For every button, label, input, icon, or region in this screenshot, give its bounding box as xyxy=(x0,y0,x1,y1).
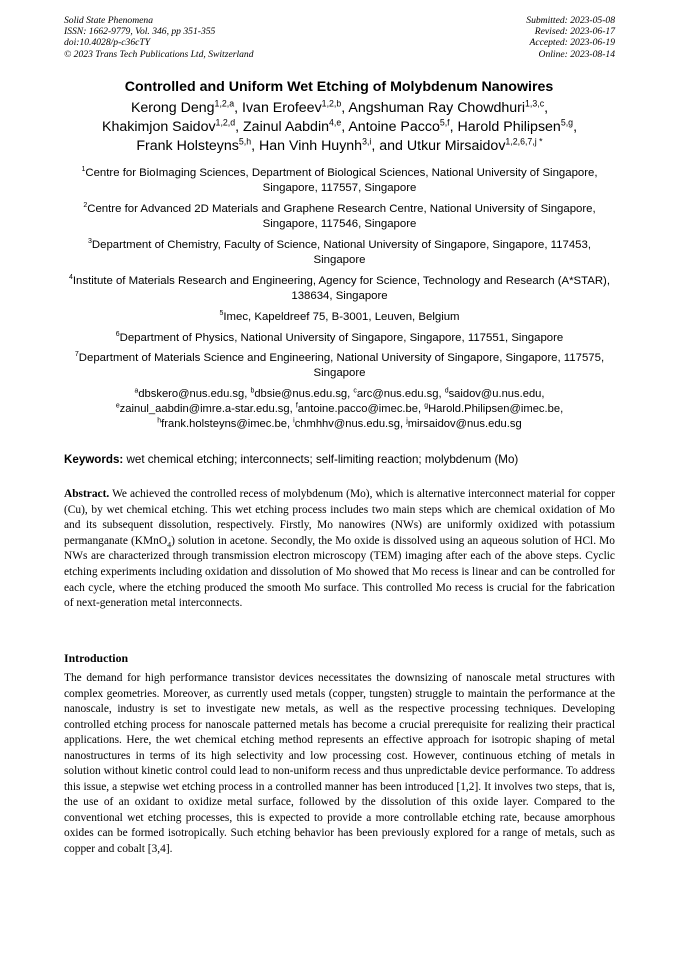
abstract-text-cont: ) solution in acetone. Secondly, the Mo oxide is dissolved using an aqueous solution of HCl. Mo NWs are characterized through transmission electron microscopy (TEM) imaging after each of the above steps. Cyclic etching experiments including oxidation and dissolution of Mo showed that Mo recess is linear and can be controlled for each cycle, where the etching produced the smooth Mo surface. This controlled Mo recess is crucial for the fabrication of next-generation metal interconnects. xyxy=(64,534,616,610)
email-entry: $^c$arc@nus.edu.sg, xyxy=(353,387,445,400)
author: Zainul Aabdin$^{4,e}$, xyxy=(243,117,349,136)
author: Harold Philipsen$^{5,g}$, xyxy=(457,117,578,136)
email-entry: $^d$saidov@u.nus.edu, xyxy=(444,387,545,400)
accepted-date: Accepted: 2023-06-19 xyxy=(529,37,615,49)
author: Frank Holsteyns$^{5,h}$, xyxy=(136,136,260,155)
author: Antoine Pacco$^{5,f}$, xyxy=(348,117,458,136)
author: Ivan Erofeev$^{1,2,b}$, xyxy=(242,98,349,116)
author-list xyxy=(64,99,615,157)
author: Kerong Deng$^{1,2,a}$, xyxy=(130,98,243,116)
online-date: Online: 2023-08-14 xyxy=(538,48,615,60)
keywords xyxy=(64,453,615,466)
author: Utkur Mirsaidov$^{1,2,6,7,j *}$ xyxy=(406,136,543,155)
affiliation: $^7$Department of Materials Science and Engineering, National University of Singapore, Singapore, 117575, Singapore xyxy=(74,351,605,379)
journal-name: Solid State Phenomena xyxy=(64,15,153,26)
email-entry: $^a$dbskero@nus.edu.sg, xyxy=(134,387,251,400)
email-entry: $^f$antoine.pacco@imec.be, xyxy=(295,402,425,415)
affiliation: $^3$Department of Chemistry, Faculty of Science, National University of Singapore, Singapore, 117453, Singapore xyxy=(87,238,592,266)
paper-title: Controlled and Uniform Wet Etching of Molybdenum Nanowires xyxy=(124,79,554,95)
email-entry: $^g$Harold.Philipsen@imec.be, xyxy=(424,402,564,415)
email-list xyxy=(64,387,615,431)
dates-header xyxy=(526,15,615,60)
keywords-label: Keywords: xyxy=(64,453,124,466)
email-entry: $^h$frank.holsteyns@imec.be, xyxy=(157,416,294,430)
email-entry: $^i$chmhhv@nus.edu.sg, xyxy=(293,416,407,430)
revised-date: Revised: 2023-06-17 xyxy=(534,26,615,38)
author: Khakimjon Saidov$^{1,2,d}$, xyxy=(101,117,244,136)
email-entry: $^b$dbsie@nus.edu.sg, xyxy=(250,387,354,400)
abstract xyxy=(64,487,615,612)
affiliation: $^6$Department of Physics, National University of Singapore, Singapore, 117551, Singapore xyxy=(115,331,564,344)
affiliation: $^5$Imec, Kapeldreef 75, B-3001, Leuven, Belgium xyxy=(219,310,460,323)
abstract-text: We achieved the controlled recess of molybdenum (Mo), which is alternative interconnect material for copper (Cu), by wet chemical etching. This wet etching process includes two main steps which are chemical oxidation of Mo and its subsequent dissolution, respectively. Firstly, Mo nanowires (NWs) are uniformly oxidized with potassium permanganate (KMnO xyxy=(64,488,615,547)
affiliation: $^2$Centre for Advanced 2D Materials and Graphene Research Centre, National University of Singapore, Singapore, 117546, Singapore xyxy=(83,202,596,230)
email-entry: $^j$mirsaidov@nus.edu.sg xyxy=(406,416,522,430)
email-entry: $^e$zainul_aabdin@imre.a-star.edu.sg, xyxy=(115,402,296,415)
affiliation: $^1$Centre for BioImaging Sciences, Department of Biological Sciences, National University of Singapore, Singapore, 117557, Singapore xyxy=(81,166,598,194)
doi-line: doi:10.4028/p-c36cTY xyxy=(64,37,151,49)
author: Angshuman Ray Chowdhuri$^{1,3,c}$, xyxy=(348,98,549,116)
section-heading-introduction: Introduction xyxy=(64,651,129,665)
issn-line: ISSN: 1662-9779, Vol. 346, pp 351-355 xyxy=(64,26,216,38)
abstract-label: Abstract. xyxy=(64,488,110,500)
journal-header xyxy=(64,15,254,60)
introduction-paragraph: The demand for high performance transistor devices necessitates the downsizing of nanoscale metal structures with complex geometries. Moreover, as currently used metals (copper, tungsten) struggle to maintain the performance at the nanoscale, industry is set to investigate new metals, as well as the respective processing techniques. Developing controlled etching process for nanoscale patterned metals has become a crucial prerequisite for realizing their practical applications. Here, the wet chemical etching method represents an effective approach for isotropic shaping of metal nanostructures in terms of its high selectivity and low processing cost. However, continuous etching of metals in solution without kinetic control could lead to non-uniform recess and thus unpredictable device performance. To address this issue, a stepwise wet etching process in a controlled manner has been introduced [1,2]. It involves two steps, that is, the use of an oxidant to oxidize metal surface, followed by the dissolution of this oxide layer. Compared to the conventional wet etching processes, this is expected to provide a more controllable etching rate, because amorphous oxides can be formed isotropically. Such etching behavior has been previously explored for a range of metals, such as copper and cobalt [3,4]. xyxy=(64,672,615,856)
submitted-date: Submitted: 2023-05-08 xyxy=(526,15,615,26)
affiliation: $^4$Institute of Materials Research and Engineering, Agency for Science, Technology and Research (A*STAR), 138634, Singapore xyxy=(68,274,611,302)
keywords-text: wet chemical etching; interconnects; self-limiting reaction; molybdenum (Mo) xyxy=(123,453,519,466)
author: Han Vinh Huynh$^{3,i}$, and xyxy=(259,136,407,155)
abstract-subscript: 4 xyxy=(167,540,172,550)
copyright-line: © 2023 Trans Tech Publications Ltd, Switzerland xyxy=(64,48,254,60)
